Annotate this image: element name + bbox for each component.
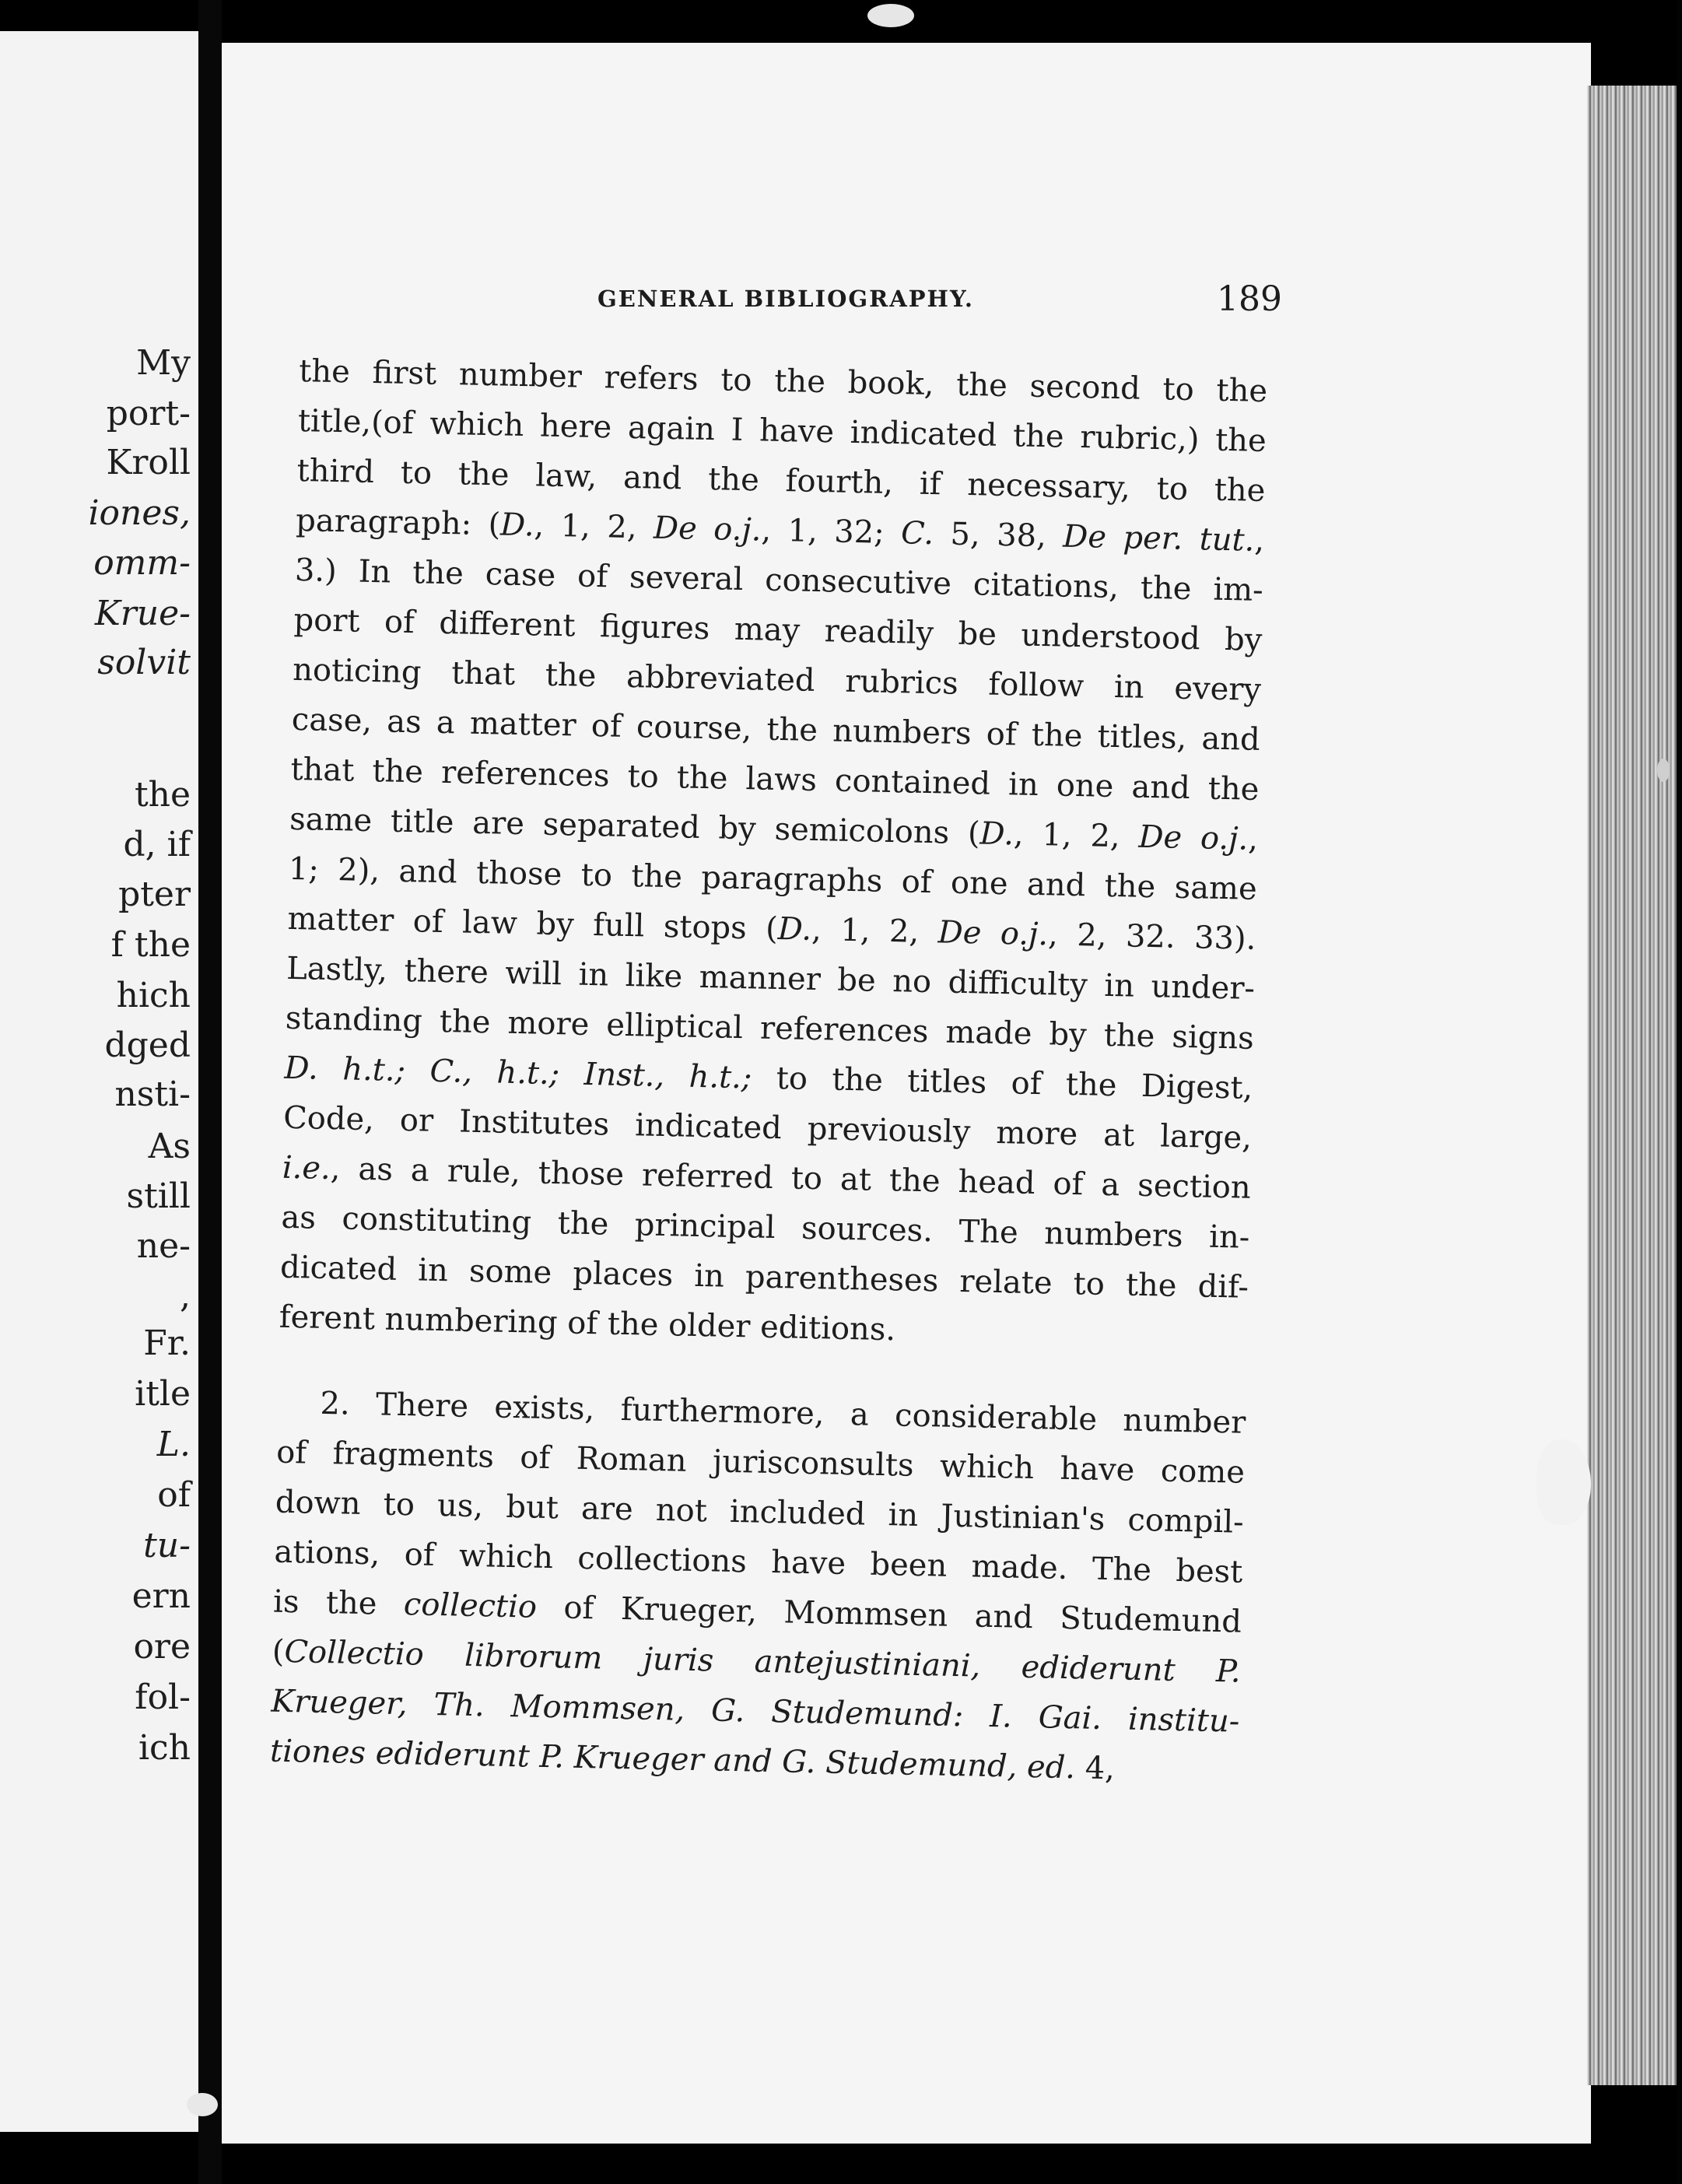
left-page-fragment: ne-: [136, 1226, 191, 1266]
italic-text: D.: [777, 911, 812, 948]
left-page-fragment: d, if: [123, 825, 191, 864]
text-run: 3.) In the case of several consecutive citations, the im-: [294, 552, 1264, 609]
text-run: of Krueger, Mommsen and Studemund: [536, 1589, 1242, 1640]
text-run: port of different figures may readily be understood by: [293, 601, 1263, 658]
text-run: down to us, but are not included in Justinian's compil-: [275, 1484, 1245, 1541]
text-run: standing the more elliptical references made by the signs: [285, 1000, 1255, 1057]
left-page-fragment: ore: [133, 1627, 191, 1667]
italic-text: De o.j.: [937, 914, 1049, 953]
scan-speck: [867, 4, 914, 27]
text-run: that the references to the laws contained in one and the: [290, 751, 1260, 808]
left-page-fragment: still: [126, 1176, 191, 1216]
text-run: 5, 38,: [933, 516, 1064, 555]
text-run: Lastly, there will in like manner be no difficulty in under-: [286, 950, 1256, 1007]
italic-text: De o.j.: [653, 510, 762, 549]
italic-text: collectio: [403, 1586, 538, 1625]
text-run: 1; 2), and those to the paragraphs of one and the same: [288, 850, 1258, 907]
left-page-fragment: the: [134, 775, 191, 815]
text-run: paragraph: (: [295, 502, 501, 543]
text-run: title,(of which here again I have indicated the rubric,) the: [297, 402, 1267, 460]
left-page-fragment: My: [136, 343, 191, 383]
italic-text: De o.j.: [1138, 819, 1249, 857]
text-run: Code, or Institutes indicated previously more at large,: [282, 1099, 1253, 1156]
text-run: as constituting the principal sources. The numbers in-: [281, 1199, 1250, 1256]
left-page-fragment: hich: [116, 976, 191, 1015]
text-run: 4,: [1074, 1750, 1116, 1787]
text-run: noticing that the abbreviated rubrics follow in every: [292, 651, 1262, 708]
book-gutter: [198, 0, 222, 2184]
left-page-fragment: port-: [106, 394, 191, 433]
left-page-fragment: Krue-: [94, 594, 191, 633]
left-page-fragment: ich: [138, 1728, 191, 1768]
left-page-fragment: f the: [110, 925, 191, 965]
left-page-fragment: fol-: [135, 1677, 191, 1717]
italic-text: i.e.: [282, 1149, 331, 1187]
text-run: , as a rule, those referred to at the head of a section: [330, 1151, 1252, 1206]
text-run: , 1, 2,: [534, 507, 654, 546]
scan-speck: [1657, 759, 1670, 782]
left-page-fragment: As: [148, 1127, 191, 1166]
left-page-fragment: tu-: [143, 1526, 191, 1565]
scan-blot: [1537, 1439, 1591, 1525]
text-run: ferent numbering of the older editions.: [279, 1299, 896, 1348]
left-page-fragment: itle: [135, 1374, 191, 1414]
text-run: case, as a matter of course, the numbers of the titles, and: [291, 701, 1261, 758]
page-body: [270, 346, 1268, 1797]
left-page-fragment: pter: [118, 875, 191, 914]
text-run: matter of law by full stops (: [287, 900, 779, 948]
italic-text: tiones ediderunt P. Krueger and G. Studemund, ed.: [269, 1733, 1076, 1786]
left-page-fragment: Kroll: [106, 443, 191, 482]
running-title: GENERAL BIBLIOGRAPHY.: [597, 286, 975, 312]
text-run: ations, of which collections have been made. The best: [274, 1534, 1243, 1590]
italic-text: D.: [979, 815, 1014, 853]
left-page-fragment: ,: [180, 1276, 191, 1316]
text-run: ,: [1247, 821, 1259, 857]
text-run: is the: [272, 1583, 405, 1623]
text-run: ,: [1253, 522, 1265, 559]
text-run: dicated in some places in parentheses relate to the dif-: [279, 1249, 1249, 1306]
italic-text: Krueger, Th. Mommsen, G. Studemund: I. Gai. institu-: [271, 1683, 1240, 1740]
left-page-fragment: dged: [104, 1025, 191, 1065]
text-run: , 2, 32. 33).: [1047, 917, 1256, 957]
text-run: third to the law, and the fourth, if necessary, to the: [296, 452, 1266, 510]
page-edges: [1587, 86, 1677, 2085]
italic-text: De per. tut.: [1062, 518, 1255, 559]
italic-text: D.: [499, 507, 535, 544]
text-run: (: [272, 1633, 285, 1670]
left-page-fragment: solvit: [97, 643, 191, 682]
italic-text: C.: [900, 515, 934, 552]
left-page-fragment: nsti-: [114, 1074, 191, 1114]
left-page-fragment: omm-: [93, 543, 191, 583]
text-run: to the titles of the Digest,: [751, 1060, 1253, 1106]
italic-text: Collectio librorum juris antejustiniani, ediderunt P.: [283, 1633, 1242, 1690]
left-page: [0, 31, 198, 2132]
text-run: , 1, 2,: [811, 911, 939, 951]
scan-border: [1677, 0, 1682, 2184]
scan-speck: [187, 2093, 218, 2116]
italic-text: D. h.t.; C., h.t.; Inst., h.t.;: [284, 1050, 752, 1096]
text-run: the first number refers to the book, the second to the: [298, 352, 1268, 410]
page-number: 189: [1217, 279, 1282, 319]
left-page-fragment: of: [157, 1475, 191, 1515]
left-page-fragment: iones,: [88, 493, 191, 533]
left-page-fragment: L.: [156, 1425, 191, 1464]
text-run: 2. There exists, furthermore, a considerable number: [320, 1385, 1246, 1441]
text-run: , 1, 32;: [760, 512, 902, 552]
text-run: , 1, 2,: [1013, 816, 1139, 855]
text-run: same title are separated by semicolons (: [289, 801, 981, 852]
left-page-fragment: ern: [131, 1576, 191, 1616]
text-run: of fragments of Roman jurisconsults which have come: [275, 1434, 1246, 1491]
left-page-fragment: Fr.: [143, 1323, 191, 1363]
